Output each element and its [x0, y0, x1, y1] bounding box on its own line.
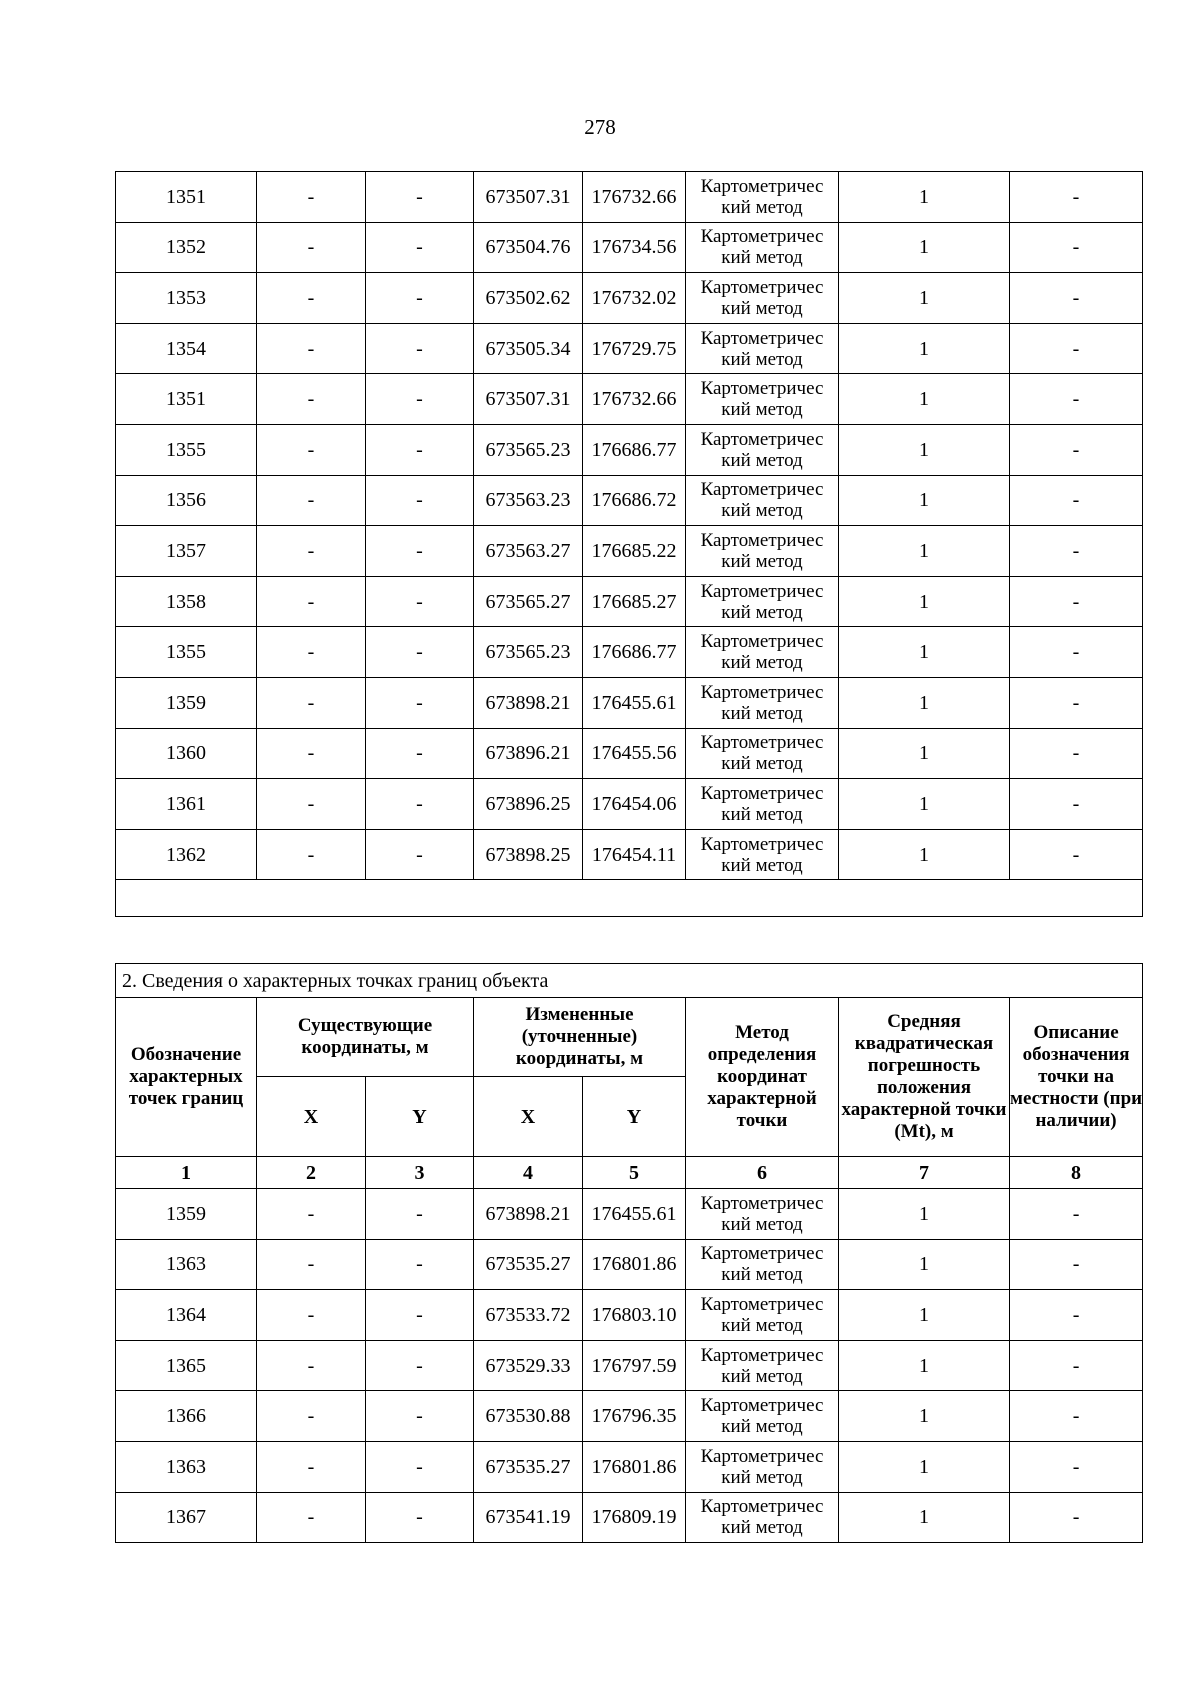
section-title-row: [116, 964, 1143, 998]
changed-x-cell: 673505.34: [474, 323, 583, 374]
point-id-cell: 1355: [116, 627, 257, 678]
existing-x-cell: -: [257, 424, 366, 475]
changed-x-cell: 673541.19: [474, 1492, 583, 1543]
existing-y-cell: -: [366, 1441, 474, 1492]
existing-y-cell: -: [366, 1340, 474, 1391]
changed-x-cell: 673563.27: [474, 526, 583, 577]
table-body: [116, 1189, 1143, 1543]
table-row: [116, 323, 1143, 374]
changed-x-cell: 673507.31: [474, 374, 583, 425]
error-cell: 1: [839, 1441, 1010, 1492]
changed-x-cell: 673533.72: [474, 1290, 583, 1341]
description-cell: -: [1010, 222, 1143, 273]
column-number: 4: [474, 1157, 583, 1189]
method-cell: Картометричес кий метод: [686, 1340, 839, 1391]
table-row: [116, 728, 1143, 779]
changed-x-cell: 673898.21: [474, 1189, 583, 1240]
existing-x-cell: -: [257, 526, 366, 577]
header-existing-coordinates: Существующие координаты, м: [257, 998, 474, 1077]
existing-x-cell: -: [257, 1492, 366, 1543]
error-cell: 1: [839, 273, 1010, 324]
existing-y-cell: -: [366, 374, 474, 425]
changed-y-cell: 176734.56: [583, 222, 686, 273]
column-number: 8: [1010, 1157, 1143, 1189]
error-cell: 1: [839, 1290, 1010, 1341]
error-cell: 1: [839, 526, 1010, 577]
existing-y-cell: -: [366, 677, 474, 728]
coordinates-table-continued: [115, 171, 1143, 917]
existing-y-cell: -: [366, 172, 474, 223]
changed-x-cell: 673896.25: [474, 779, 583, 830]
error-cell: 1: [839, 677, 1010, 728]
table-row: [116, 475, 1143, 526]
column-number: 1: [116, 1157, 257, 1189]
existing-y-cell: -: [366, 526, 474, 577]
changed-y-cell: 176454.11: [583, 829, 686, 880]
header-row: [116, 998, 1143, 1077]
header-changed-coordinates: Измененные (уточненные) координаты, м: [474, 998, 686, 1077]
changed-y-cell: 176797.59: [583, 1340, 686, 1391]
boundary-points-table: [115, 963, 1143, 1543]
table-row: [116, 172, 1143, 223]
description-cell: -: [1010, 424, 1143, 475]
changed-x-cell: 673896.21: [474, 728, 583, 779]
changed-y-cell: 176455.61: [583, 677, 686, 728]
changed-y-cell: 176796.35: [583, 1391, 686, 1442]
error-cell: 1: [839, 1340, 1010, 1391]
description-cell: -: [1010, 273, 1143, 324]
existing-y-cell: -: [366, 1391, 474, 1442]
description-cell: -: [1010, 829, 1143, 880]
point-id-cell: 1358: [116, 576, 257, 627]
header-existing-x: X: [257, 1077, 366, 1157]
changed-y-cell: 176803.10: [583, 1290, 686, 1341]
changed-y-cell: 176732.66: [583, 172, 686, 223]
table-row: [116, 1441, 1143, 1492]
method-cell: Картометричес кий метод: [686, 222, 839, 273]
point-id-cell: 1357: [116, 526, 257, 577]
changed-y-cell: 176801.86: [583, 1239, 686, 1290]
point-id-cell: 1363: [116, 1441, 257, 1492]
existing-x-cell: -: [257, 323, 366, 374]
method-cell: Картометричес кий метод: [686, 374, 839, 425]
changed-x-cell: 673565.23: [474, 424, 583, 475]
changed-y-cell: 176686.77: [583, 424, 686, 475]
existing-x-cell: -: [257, 1290, 366, 1341]
table-row: [116, 1290, 1143, 1341]
existing-y-cell: -: [366, 728, 474, 779]
description-cell: -: [1010, 526, 1143, 577]
method-cell: Картометричес кий метод: [686, 424, 839, 475]
changed-y-cell: 176455.56: [583, 728, 686, 779]
table-row: [116, 374, 1143, 425]
method-cell: Картометричес кий метод: [686, 677, 839, 728]
changed-y-cell: 176686.77: [583, 627, 686, 678]
existing-y-cell: -: [366, 475, 474, 526]
column-number: 5: [583, 1157, 686, 1189]
column-number: 6: [686, 1157, 839, 1189]
error-cell: 1: [839, 779, 1010, 830]
description-cell: -: [1010, 1340, 1143, 1391]
point-id-cell: 1363: [116, 1239, 257, 1290]
point-id-cell: 1359: [116, 677, 257, 728]
method-cell: Картометричес кий метод: [686, 526, 839, 577]
header-designation: Обозначение характерных точек границ: [116, 998, 257, 1157]
method-cell: Картометричес кий метод: [686, 576, 839, 627]
description-cell: -: [1010, 1391, 1143, 1442]
changed-x-cell: 673502.62: [474, 273, 583, 324]
description-cell: -: [1010, 1441, 1143, 1492]
existing-x-cell: -: [257, 1340, 366, 1391]
error-cell: 1: [839, 1492, 1010, 1543]
changed-x-cell: 673507.31: [474, 172, 583, 223]
method-cell: Картометричес кий метод: [686, 829, 839, 880]
point-id-cell: 1351: [116, 172, 257, 223]
existing-y-cell: -: [366, 273, 474, 324]
column-number: 2: [257, 1157, 366, 1189]
changed-y-cell: 176809.19: [583, 1492, 686, 1543]
error-cell: 1: [839, 1189, 1010, 1240]
table-row: [116, 1391, 1143, 1442]
existing-y-cell: -: [366, 576, 474, 627]
existing-y-cell: -: [366, 779, 474, 830]
point-id-cell: 1351: [116, 374, 257, 425]
existing-x-cell: -: [257, 627, 366, 678]
table-row: [116, 627, 1143, 678]
existing-y-cell: -: [366, 222, 474, 273]
error-cell: 1: [839, 576, 1010, 627]
point-id-cell: 1364: [116, 1290, 257, 1341]
point-id-cell: 1359: [116, 1189, 257, 1240]
table-row: [116, 222, 1143, 273]
method-cell: Картометричес кий метод: [686, 323, 839, 374]
description-cell: -: [1010, 374, 1143, 425]
description-cell: -: [1010, 475, 1143, 526]
existing-y-cell: -: [366, 1239, 474, 1290]
description-cell: -: [1010, 627, 1143, 678]
changed-y-cell: 176732.66: [583, 374, 686, 425]
description-cell: -: [1010, 576, 1143, 627]
error-cell: 1: [839, 222, 1010, 273]
header-mean-square-error: Средняя квадратическая погрешность положения характерной точки (Mt), м: [839, 998, 1010, 1157]
changed-x-cell: 673565.23: [474, 627, 583, 678]
header-description: Описание обозначения точки на местности (при наличии): [1010, 998, 1143, 1157]
changed-x-cell: 673898.21: [474, 677, 583, 728]
changed-y-cell: 176801.86: [583, 1441, 686, 1492]
point-id-cell: 1353: [116, 273, 257, 324]
changed-x-cell: 673535.27: [474, 1239, 583, 1290]
existing-x-cell: -: [257, 576, 366, 627]
existing-x-cell: -: [257, 222, 366, 273]
header-method: Метод определения координат характерной точки: [686, 998, 839, 1157]
existing-x-cell: -: [257, 475, 366, 526]
changed-y-cell: 176729.75: [583, 323, 686, 374]
error-cell: 1: [839, 172, 1010, 223]
header-changed-x: X: [474, 1077, 583, 1157]
point-id-cell: 1360: [116, 728, 257, 779]
existing-y-cell: -: [366, 323, 474, 374]
table-row: [116, 829, 1143, 880]
description-cell: -: [1010, 172, 1143, 223]
table-row-empty: [116, 880, 1143, 917]
changed-x-cell: 673529.33: [474, 1340, 583, 1391]
method-cell: Картометричес кий метод: [686, 1290, 839, 1341]
changed-x-cell: 673898.25: [474, 829, 583, 880]
error-cell: 1: [839, 475, 1010, 526]
table-row: [116, 273, 1143, 324]
method-cell: Картометричес кий метод: [686, 172, 839, 223]
description-cell: -: [1010, 1189, 1143, 1240]
column-numbers-row: [116, 1157, 1143, 1189]
table-row: [116, 779, 1143, 830]
method-cell: Картометричес кий метод: [686, 1239, 839, 1290]
point-id-cell: 1367: [116, 1492, 257, 1543]
existing-x-cell: -: [257, 829, 366, 880]
changed-y-cell: 176455.61: [583, 1189, 686, 1240]
changed-x-cell: 673565.27: [474, 576, 583, 627]
existing-y-cell: -: [366, 1290, 474, 1341]
table-row: [116, 1239, 1143, 1290]
changed-x-cell: 673563.23: [474, 475, 583, 526]
existing-x-cell: -: [257, 779, 366, 830]
method-cell: Картометричес кий метод: [686, 728, 839, 779]
error-cell: 1: [839, 374, 1010, 425]
point-id-cell: 1354: [116, 323, 257, 374]
table-row: [116, 526, 1143, 577]
point-id-cell: 1355: [116, 424, 257, 475]
point-id-cell: 1366: [116, 1391, 257, 1442]
point-id-cell: 1362: [116, 829, 257, 880]
header-existing-y: Y: [366, 1077, 474, 1157]
existing-y-cell: -: [366, 829, 474, 880]
changed-y-cell: 176685.22: [583, 526, 686, 577]
method-cell: Картометричес кий метод: [686, 273, 839, 324]
table-header: [116, 964, 1143, 1189]
table-row: [116, 576, 1143, 627]
existing-x-cell: -: [257, 1391, 366, 1442]
changed-x-cell: 673504.76: [474, 222, 583, 273]
existing-x-cell: -: [257, 728, 366, 779]
changed-y-cell: 176685.27: [583, 576, 686, 627]
existing-x-cell: -: [257, 273, 366, 324]
column-number: 3: [366, 1157, 474, 1189]
changed-y-cell: 176454.06: [583, 779, 686, 830]
description-cell: -: [1010, 323, 1143, 374]
existing-y-cell: -: [366, 1492, 474, 1543]
existing-x-cell: -: [257, 1189, 366, 1240]
existing-y-cell: -: [366, 627, 474, 678]
existing-y-cell: -: [366, 1189, 474, 1240]
changed-y-cell: 176732.02: [583, 273, 686, 324]
page-number: 278: [584, 115, 616, 139]
changed-x-cell: 673530.88: [474, 1391, 583, 1442]
existing-x-cell: -: [257, 1441, 366, 1492]
error-cell: 1: [839, 1239, 1010, 1290]
existing-x-cell: -: [257, 172, 366, 223]
description-cell: -: [1010, 1239, 1143, 1290]
method-cell: Картометричес кий метод: [686, 1189, 839, 1240]
error-cell: 1: [839, 1391, 1010, 1442]
table-body: [116, 172, 1143, 917]
description-cell: -: [1010, 1492, 1143, 1543]
error-cell: 1: [839, 424, 1010, 475]
existing-x-cell: -: [257, 1239, 366, 1290]
method-cell: Картометричес кий метод: [686, 1441, 839, 1492]
description-cell: -: [1010, 677, 1143, 728]
existing-x-cell: -: [257, 677, 366, 728]
table-row: [116, 1492, 1143, 1543]
changed-y-cell: 176686.72: [583, 475, 686, 526]
method-cell: Картометричес кий метод: [686, 1492, 839, 1543]
point-id-cell: 1361: [116, 779, 257, 830]
column-number: 7: [839, 1157, 1010, 1189]
table-row: [116, 1189, 1143, 1240]
description-cell: -: [1010, 779, 1143, 830]
existing-y-cell: -: [366, 424, 474, 475]
point-id-cell: 1352: [116, 222, 257, 273]
method-cell: Картометричес кий метод: [686, 627, 839, 678]
point-id-cell: 1356: [116, 475, 257, 526]
point-id-cell: 1365: [116, 1340, 257, 1391]
section-title: 2. Сведения о характерных точках границ объекта: [116, 964, 1143, 998]
header-changed-y: Y: [583, 1077, 686, 1157]
empty-cell: [116, 880, 1143, 917]
method-cell: Картометричес кий метод: [686, 779, 839, 830]
error-cell: 1: [839, 323, 1010, 374]
method-cell: Картометричес кий метод: [686, 475, 839, 526]
error-cell: 1: [839, 728, 1010, 779]
table-row: [116, 424, 1143, 475]
method-cell: Картометричес кий метод: [686, 1391, 839, 1442]
table-row: [116, 1340, 1143, 1391]
description-cell: -: [1010, 1290, 1143, 1341]
error-cell: 1: [839, 829, 1010, 880]
changed-x-cell: 673535.27: [474, 1441, 583, 1492]
table-row: [116, 677, 1143, 728]
error-cell: 1: [839, 627, 1010, 678]
description-cell: -: [1010, 728, 1143, 779]
existing-x-cell: -: [257, 374, 366, 425]
